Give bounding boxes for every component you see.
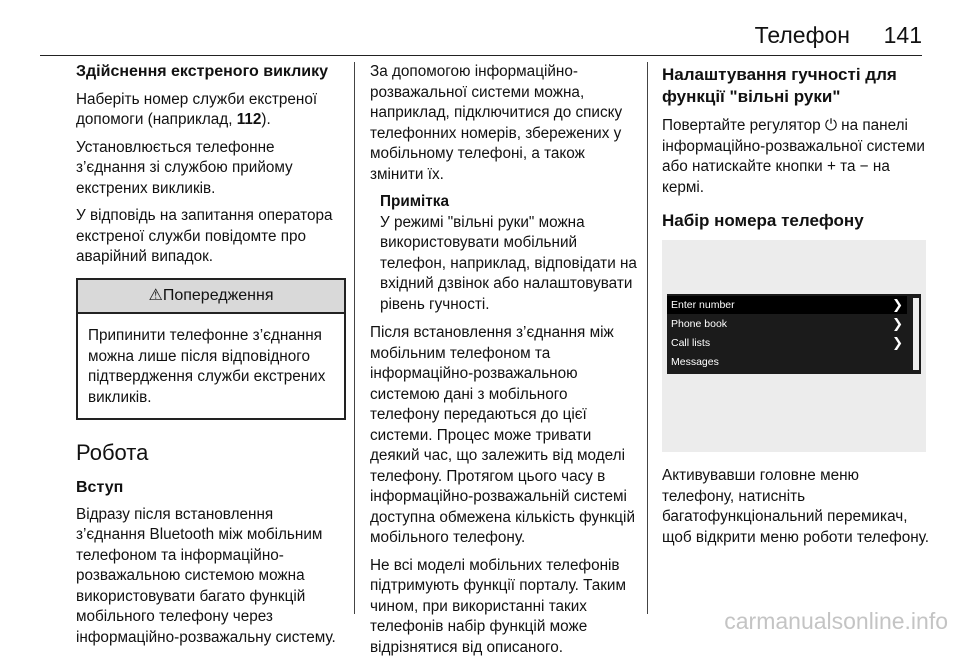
- phone-menu-screenshot: [662, 240, 926, 452]
- column-divider: [354, 62, 355, 614]
- menu-item-phone-book[interactable]: Phone book ❯: [671, 316, 903, 331]
- paragraph: Установлюється телефонне з’єднання зі службою прийому екстрених викликів.: [76, 138, 293, 197]
- paragraph: У відповідь на запитання оператора екстреної служби повідомте про аварійний випадок.: [76, 207, 333, 265]
- chevron-right-icon: ❯: [892, 316, 903, 331]
- paragraph: Наберіть номер служби екстреної допомоги (наприклад, 112).: [76, 90, 318, 128]
- menu-item-call-lists[interactable]: Call lists ❯: [671, 335, 903, 350]
- minus-icon: −: [859, 158, 869, 175]
- phone-menu: [667, 294, 921, 374]
- note-body: У режимі "вільні руки" можна використовувати мобільний телефон, наприклад, відповідати на вхідний дзвінок або налаштовувати рівень гучності.: [380, 213, 637, 313]
- paragraph: За допомогою інформаційно-розважальної системи можна, наприклад, підключитися до списку телефонних номерів, збережених у мобільному телефоні, а також змінити їх.: [370, 63, 623, 183]
- chevron-right-icon: ❯: [892, 335, 903, 350]
- paragraph: Відразу після встановлення з’єднання Bluetooth між мобільним телефоном та інформаційно-розважальною системою можна використовувати багато функцій мобільного телефону через інформаційно-розважальну систему.: [76, 505, 336, 646]
- column-left: [76, 62, 346, 655]
- warning-title: Попередження: [162, 286, 274, 304]
- heading-operation: Робота: [76, 440, 149, 465]
- menu-scrollbar[interactable]: [913, 298, 919, 370]
- menu-item-enter-number[interactable]: Enter number ❯: [667, 296, 907, 314]
- note-box: [380, 192, 638, 315]
- plus-icon: +: [826, 158, 836, 175]
- heading-handsfree-volume: Налаштування гучності для функції "вільні руки": [662, 65, 897, 106]
- power-knob-icon: ⏻: [824, 117, 837, 134]
- note-title: Примітка: [380, 193, 449, 210]
- heading-emergency-call: Здійснення екстреного виклику: [76, 63, 329, 80]
- warning-header: [78, 280, 344, 315]
- warning-icon: ⚠: [148, 286, 163, 304]
- page-header: [40, 14, 922, 56]
- column-right: [662, 62, 932, 555]
- paragraph: Активувавши головне меню телефону, натисніть багатофункціональний перемикач, щоб відкрити меню роботи телефону.: [662, 467, 930, 546]
- menu-item-messages[interactable]: Messages: [671, 356, 719, 368]
- column-middle: [370, 62, 638, 665]
- warning-body: Припинити телефонне з’єднання можна лише після відповідного підтвердження служби екстрених викликів.: [88, 327, 326, 406]
- emergency-number: 112: [236, 111, 262, 128]
- watermark: carmanualsonline.info: [724, 608, 948, 634]
- heading-introduction: Вступ: [76, 479, 124, 496]
- page-title: Телефон: [754, 22, 850, 48]
- warning-box: [76, 278, 346, 421]
- paragraph: Після встановлення з’єднання між мобільним телефоном та інформаційно-розважальною системою дані з мобільного телефону передаються до цієї системи. Процес може тривати деякий час, що залежить від моделі телефону. Протягом цього часу в інформаційно-розважальній системі доступна обмежена кількість функцій мобільного телефону.: [370, 324, 635, 546]
- paragraph: Не всі моделі мобільних телефонів підтримують функції порталу. Таким чином, при використанні таких телефонів набір функцій може відрізнятися від описаного.: [370, 556, 626, 656]
- heading-dialing: Набір номера телефону: [662, 211, 864, 230]
- column-divider: [647, 62, 648, 614]
- paragraph: Повертайте регулятор ⏻ на панелі інформаційно-розважальної системи або натискайте кнопки + та − на кермі.: [662, 117, 925, 196]
- header-rule: [40, 55, 922, 56]
- chevron-right-icon: ❯: [892, 297, 903, 312]
- page-number: 141: [883, 22, 922, 48]
